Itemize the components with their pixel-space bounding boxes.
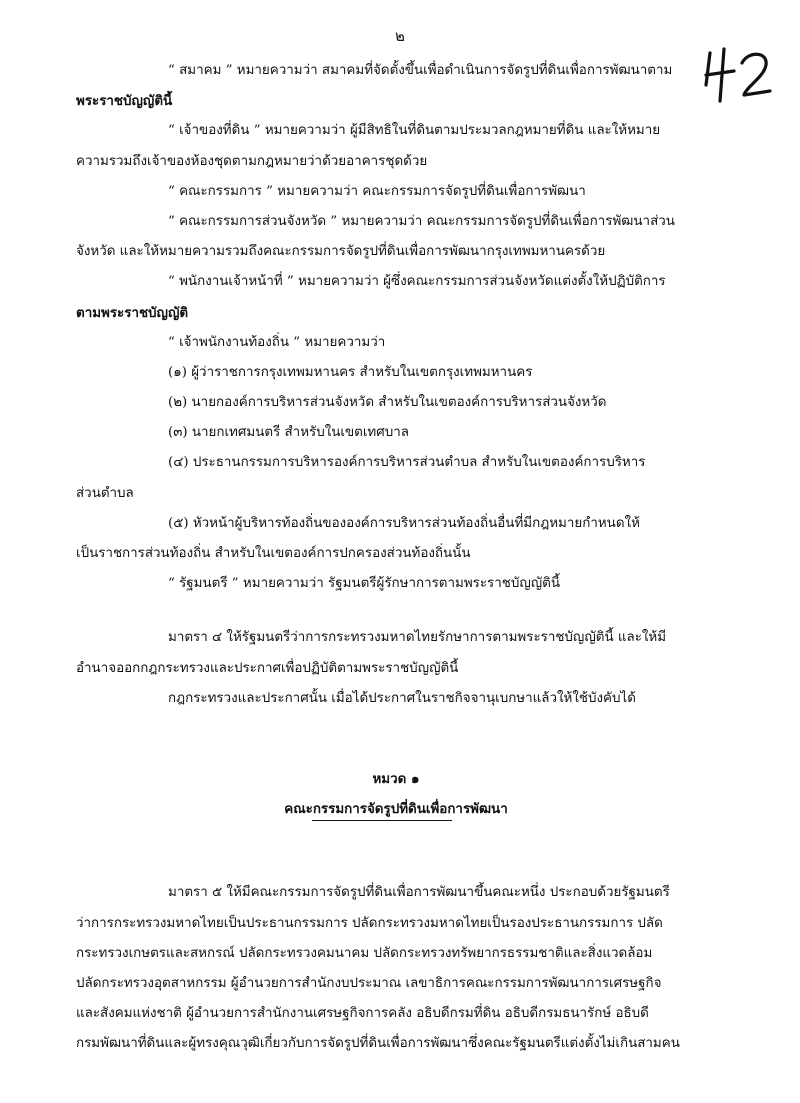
text-line: เป็นราชการส่วนท้องถิ่น สำหรับในเขตองค์การปกครองส่วนท้องถิ่นนั้น xyxy=(76,546,471,561)
text-line: จังหวัด และให้หมายความรวมถึงคณะกรรมการจัดรูปที่ดินเพื่อการพัฒนากรุงเทพมหานครด้วย xyxy=(76,244,606,260)
text-line: “ คณะกรรมการส่วนจังหวัด ” หมายความว่า คณะกรรมการจัดรูปที่ดินเพื่อการพัฒนาส่วน xyxy=(168,213,675,229)
chapter-title: หมวด ๑ xyxy=(372,770,420,787)
text-line: (๓) นายกเทศมนตรี สำหรับในเขตเทศบาล xyxy=(168,425,409,441)
spacer xyxy=(76,714,716,764)
text-line: ความรวมถึงเจ้าของห้องชุดตามกฎหมายว่าด้วยอาคารชุดด้วย xyxy=(76,153,428,169)
text-line: (๑) ผู้ว่าราชการกรุงเทพมหานคร สำหรับในเขตกรุงเทพมหานคร xyxy=(168,364,533,380)
text-line: มาตรา ๔ ให้รัฐมนตรีว่าการกระทรวงมหาดไทยรักษาการตามพระราชบัญญัตินี้ และให้มี xyxy=(168,630,667,646)
text-line: “ เจ้าพนักงานท้องถิ่น ” หมายความว่า xyxy=(168,334,386,350)
text-line: “ พนักงานเจ้าหน้าที่ ” หมายความว่า ผู้ซึ่งคณะกรรมการส่วนจังหวัดแต่งตั้งให้ปฏิบัติการ xyxy=(168,274,666,290)
text-line: “ เจ้าของที่ดิน ” หมายความว่า ผู้มีสิทธิในที่ดินตามประมวลกฎหมายที่ดิน และให้หมาย xyxy=(168,123,661,139)
section-5 xyxy=(76,878,716,1059)
text-line: ตามพระราชบัญญัติ xyxy=(76,304,189,321)
text-line: “ คณะกรรมการ ” หมายความว่า คณะกรรมการจัดรูปที่ดินเพื่อการพัฒนา xyxy=(168,183,586,199)
chapter-underline xyxy=(312,820,452,821)
text-line: (๒) นายกองค์การบริหารส่วนจังหวัด สำหรับในเขตองค์การบริหารส่วนจังหวัด xyxy=(168,395,607,411)
text-line: กรมพัฒนาที่ดินและผู้ทรงคุณวุฒิเกี่ยวกับการจัดรูปที่ดินเพื่อการพัฒนาซึ่งคณะรัฐมนตรีแต่งตั้งไม่เกินสามคน xyxy=(76,1036,680,1052)
text-line: ส่วนตำบล xyxy=(76,485,134,501)
text-line: (๕) หัวหน้าผู้บริหารท้องถิ่นขององค์การบริหารส่วนท้องถิ่นอื่นที่มีกฎหมายกำหนดให้ xyxy=(168,515,640,531)
text-line: พระราชบัญญัตินี้ xyxy=(76,93,173,110)
spacer xyxy=(76,599,716,623)
text-line: และสังคมแห่งชาติ ผู้อำนวยการสำนักงานเศรษฐกิจการคลัง อธิบดีกรมที่ดิน อธิบดีกรมธนารักษ์ อธิบดี xyxy=(76,1006,649,1022)
text-line: “ รัฐมนตรี ” หมายความว่า รัฐมนตรีผู้รักษาการตามพระราชบัญญัตินี้ xyxy=(168,576,561,592)
text-line: กฎกระทรวงและประกาศนั้น เมื่อได้ประกาศในราชกิจจานุเบกษาแล้วให้ใช้บังคับได้ xyxy=(168,690,636,706)
chapter-subtitle: คณะกรรมการจัดรูปที่ดินเพื่อการพัฒนา xyxy=(284,801,508,818)
page-number: ๒ xyxy=(395,27,405,45)
text-line: กระทรวงเกษตรและสหกรณ์ ปลัดกระทรวงคมนาคม ปลัดกระทรวงทรัพยากรธรรมชาติและสิ่งแวดล้อม xyxy=(76,945,653,961)
text-line: อำนาจออกกฎกระทรวงและประกาศเพื่อปฏิบัติตามพระราชบัญญัตินี้ xyxy=(76,660,459,676)
text-line: มาตรา ๕ ให้มีคณะกรรมการจัดรูปที่ดินเพื่อการพัฒนาขึ้นคณะหนึ่ง ประกอบด้วยรัฐมนตรี xyxy=(168,885,670,901)
text-line: “ สมาคม ” หมายความว่า สมาคมที่จัดตั้งขึ้นเพื่อดำเนินการจัดรูปที่ดินเพื่อการพัฒนาตาม xyxy=(168,63,673,78)
text-line: ปลัดกระทรวงอุตสาหกรรม ผู้อำนวยการสำนักงบประมาณ เลขาธิการคณะกรรมการพัฒนาการเศรษฐกิจ xyxy=(76,975,662,991)
section-4 xyxy=(76,623,716,714)
text-line: (๔) ประธานกรรมการบริหารองค์การบริหารส่วนตำบล สำหรับในเขตองค์การบริหาร xyxy=(168,455,646,471)
text-line: ว่าการกระทรวงมหาดไทยเป็นประธานกรรมการ ปลัดกระทรวงมหาดไทยเป็นรองประธานกรรมการ ปลัด xyxy=(76,915,663,931)
definitions-section xyxy=(76,56,716,599)
spacer xyxy=(76,824,716,878)
document-body xyxy=(76,56,716,1059)
